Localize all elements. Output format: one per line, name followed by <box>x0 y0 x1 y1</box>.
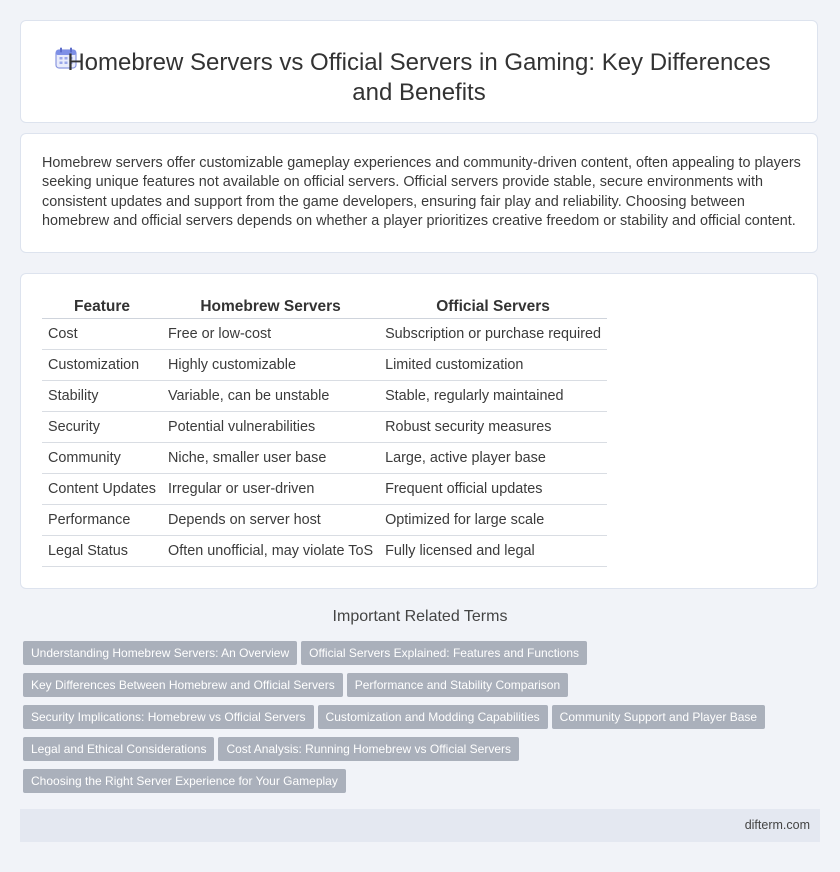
table-cell: Niche, smaller user base <box>162 443 379 474</box>
related-term-link[interactable]: Performance and Stability Comparison <box>347 673 568 697</box>
footer-site-link[interactable]: difterm.com <box>744 818 810 832</box>
related-term-link[interactable]: Cost Analysis: Running Homebrew vs Official Servers <box>218 737 519 761</box>
related-terms-list <box>23 641 823 801</box>
table-cell: Customization <box>42 350 162 381</box>
table-cell: Free or low-cost <box>162 319 379 350</box>
table-cell: Community <box>42 443 162 474</box>
table-row <box>42 443 607 474</box>
table-header-row <box>42 296 607 319</box>
comparison-table-card <box>20 273 818 589</box>
comparison-table <box>42 296 607 567</box>
table-row <box>42 350 607 381</box>
table-cell: Often unofficial, may violate ToS <box>162 536 379 567</box>
footer <box>20 809 820 842</box>
related-term-link[interactable]: Key Differences Between Homebrew and Official Servers <box>23 673 343 697</box>
table-cell: Legal Status <box>42 536 162 567</box>
intro-paragraph: Homebrew servers offer customizable gameplay experiences and community-driven content, often appealing to players seeking unique features not available on official servers. Official servers provide stable, secure environments with consistent updates and support from the game developers, ensuring fair play and reliability. Choosing between homebrew and official servers depends on whether a player prioritizes creative freedom or stability and official content. <box>42 155 801 230</box>
table-cell: Robust security measures <box>379 412 607 443</box>
table-cell: Highly customizable <box>162 350 379 381</box>
related-term-link[interactable]: Official Servers Explained: Features and Functions <box>301 641 587 665</box>
table-cell: Stable, regularly maintained <box>379 381 607 412</box>
related-term-link[interactable]: Understanding Homebrew Servers: An Overview <box>23 641 297 665</box>
table-cell: Depends on server host <box>162 505 379 536</box>
table-row <box>42 412 607 443</box>
table-row <box>42 505 607 536</box>
related-terms-heading: Important Related Terms <box>332 608 508 625</box>
table-cell: Security <box>42 412 162 443</box>
related-term-link[interactable]: Community Support and Player Base <box>552 705 765 729</box>
table-cell: Irregular or user-driven <box>162 474 379 505</box>
table-cell: Variable, can be unstable <box>162 381 379 412</box>
intro-card <box>20 133 818 253</box>
column-header-homebrew: Homebrew Servers <box>162 296 379 319</box>
table-row <box>42 319 607 350</box>
header-card <box>20 20 818 123</box>
table-cell: Potential vulnerabilities <box>162 412 379 443</box>
table-cell: Optimized for large scale <box>379 505 607 536</box>
table-row <box>42 474 607 505</box>
column-header-feature: Feature <box>42 296 162 319</box>
table-cell: Performance <box>42 505 162 536</box>
table-cell: Subscription or purchase required <box>379 319 607 350</box>
table-row <box>42 381 607 412</box>
related-term-link[interactable]: Customization and Modding Capabilities <box>318 705 548 729</box>
related-term-link[interactable]: Choosing the Right Server Experience for Your Gameplay <box>23 769 346 793</box>
column-header-official: Official Servers <box>379 296 607 319</box>
page-title: Homebrew Servers vs Official Servers in Gaming: Key Differences and Benefits <box>67 49 771 106</box>
related-term-link[interactable]: Security Implications: Homebrew vs Official Servers <box>23 705 314 729</box>
table-row <box>42 536 607 567</box>
table-cell: Cost <box>42 319 162 350</box>
table-cell: Content Updates <box>42 474 162 505</box>
table-cell: Frequent official updates <box>379 474 607 505</box>
table-cell: Stability <box>42 381 162 412</box>
table-cell: Limited customization <box>379 350 607 381</box>
table-cell: Large, active player base <box>379 443 607 474</box>
table-cell: Fully licensed and legal <box>379 536 607 567</box>
related-term-link[interactable]: Legal and Ethical Considerations <box>23 737 214 761</box>
